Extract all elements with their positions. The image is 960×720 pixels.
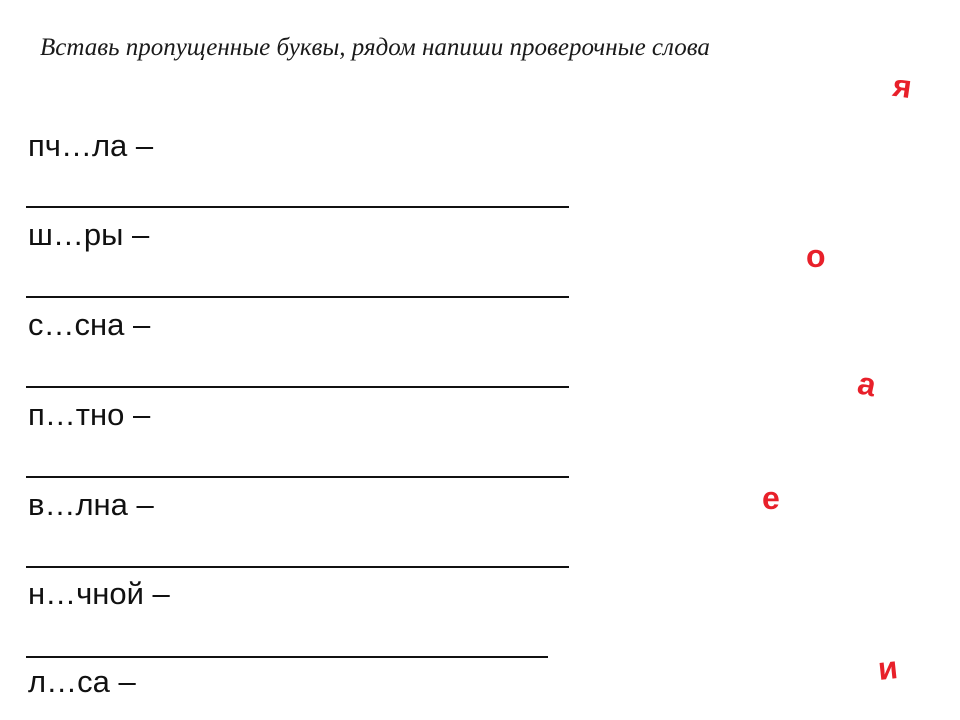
exercise-item: с…сна – (28, 307, 151, 342)
answer-line[interactable] (26, 566, 569, 568)
exercise-item: пч…ла – (28, 128, 154, 163)
exercise-item: п…тно – (28, 397, 151, 432)
letter-ya[interactable]: я (890, 66, 915, 106)
page-title: Вставь пропущенные буквы, рядом напиши проверочные слова (40, 34, 710, 61)
letter-i[interactable]: и (876, 649, 900, 687)
answer-line[interactable] (26, 386, 569, 388)
letter-e[interactable]: е (762, 480, 780, 516)
answer-line[interactable] (26, 476, 569, 478)
exercise-item: л…са – (28, 664, 136, 699)
exercise-item: в…лна – (28, 487, 154, 522)
exercise-item: н…чной – (28, 576, 170, 611)
exercise-item: ш…ры – (28, 217, 150, 252)
answer-line[interactable] (26, 296, 569, 298)
letter-o[interactable]: о (806, 238, 826, 274)
answer-line[interactable] (26, 656, 548, 658)
answer-line[interactable] (26, 206, 569, 208)
letter-a[interactable]: а (854, 364, 880, 404)
